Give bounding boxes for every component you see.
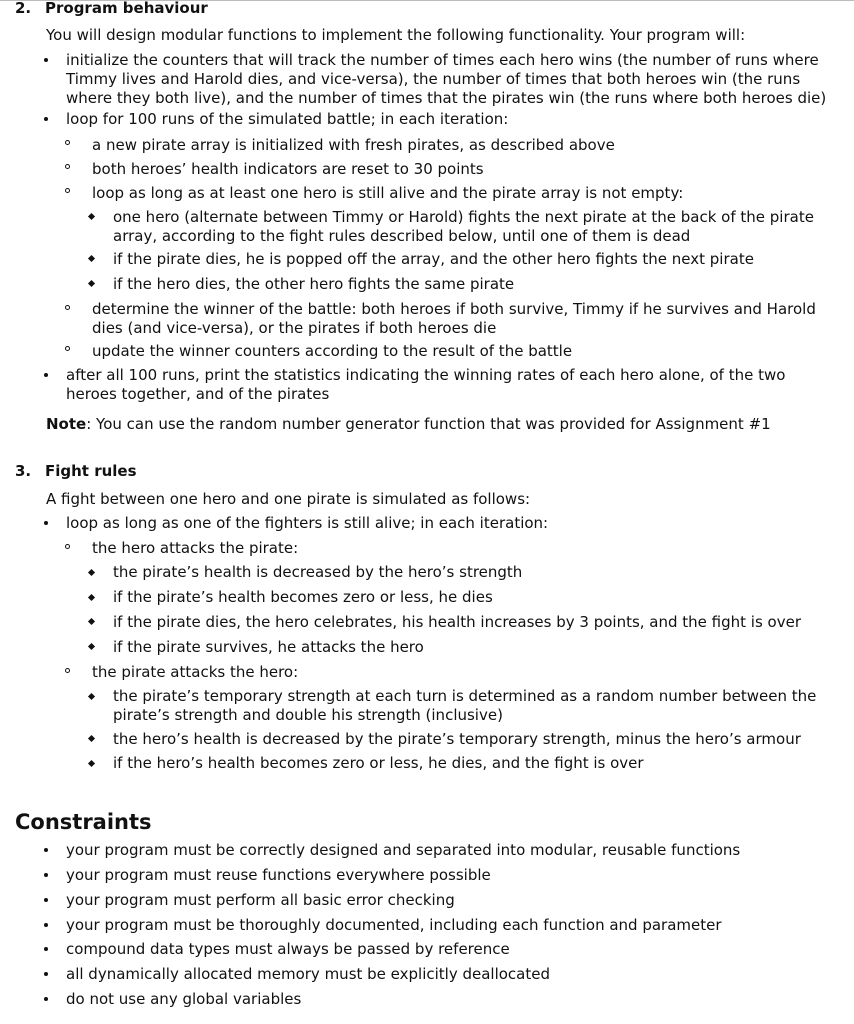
list-item: if the pirate dies, he is popped off the array, and the other hero fights the next pirate (113, 250, 754, 268)
bullet-icon (42, 371, 50, 379)
bullet-icon (42, 846, 50, 854)
diamond-bullet-icon (87, 254, 97, 264)
section-2-title: Program behaviour (45, 0, 208, 17)
diamond-bullet-icon (87, 617, 97, 627)
circle-bullet-icon (64, 139, 72, 147)
list-item: the pirate’s temporary strength at each turn is determined as a random number between the pirate’s strength and double his strength (inclusive) (113, 687, 817, 724)
circle-bullet-icon (64, 345, 72, 353)
bullet-icon (42, 871, 50, 879)
list-item: the pirate attacks the hero: (92, 663, 299, 681)
bullet-icon (42, 519, 50, 527)
bullet-icon (42, 896, 50, 904)
diamond-bullet-icon (87, 692, 97, 702)
bullet-icon (42, 945, 50, 953)
list-item: if the hero’s health becomes zero or less, he dies, and the fight is over (113, 754, 644, 772)
list-item: after all 100 runs, print the statistics indicating the winning rates of each hero alone, of the two heroes together, and of the pirates (66, 366, 786, 403)
section-2-number: 2. (15, 0, 32, 17)
note-label: Note (46, 415, 87, 433)
diamond-bullet-icon (87, 642, 97, 652)
circle-bullet-icon (64, 543, 72, 551)
section-2-intro: You will design modular functions to implement the following functionality. Your program will: (46, 26, 746, 44)
list-item: all dynamically allocated memory must be explicitly deallocated (66, 965, 551, 983)
list-item: the pirate’s health is decreased by the hero’s strength (113, 563, 523, 581)
bullet-icon (42, 921, 50, 929)
bullet-icon (42, 970, 50, 978)
list-item: your program must be correctly designed and separated into modular, reusable functions (66, 841, 741, 859)
section-3-number: 3. (15, 462, 32, 480)
list-item: both heroes’ health indicators are reset to 30 points (92, 160, 484, 178)
list-item: a new pirate array is initialized with fresh pirates, as described above (92, 136, 615, 154)
bullet-icon (42, 995, 50, 1003)
list-item: update the winner counters according to the result of the battle (92, 342, 573, 360)
list-item: the hero attacks the pirate: (92, 539, 299, 557)
list-item: do not use any global variables (66, 990, 302, 1008)
note (46, 415, 771, 433)
bullet-icon (42, 115, 50, 123)
list-item: the hero’s health is decreased by the pirate’s temporary strength, minus the hero’s armour (113, 730, 801, 748)
note-text: : You can use the random number generator function that was provided for Assignment #1 (86, 415, 771, 433)
circle-bullet-icon (64, 163, 72, 171)
bullet-icon (42, 56, 50, 64)
section-2-heading (15, 0, 208, 17)
list-item: initialize the counters that will track the number of times each hero wins (the number of runs where Timmy lives and Harold dies, and vice-versa), the number of times that both heroes win (the runs where they both live), and the number of times that the pirates win (the runs where both heroes die) (66, 51, 827, 107)
list-item: one hero (alternate between Timmy or Harold) fights the next pirate at the back of the pirate array, according to the fight rules described below, until one of them is dead (113, 208, 814, 245)
list-item: your program must reuse functions everywhere possible (66, 866, 491, 884)
list-item: loop for 100 runs of the simulated battle; in each iteration: (66, 110, 509, 128)
diamond-bullet-icon (87, 593, 97, 603)
list-item: compound data types must always be passed by reference (66, 940, 510, 958)
list-item: if the pirate dies, the hero celebrates, his health increases by 3 points, and the fight is over (113, 613, 802, 631)
diamond-bullet-icon (87, 279, 97, 289)
diamond-bullet-icon (87, 212, 97, 222)
list-item: loop as long as one of the fighters is still alive; in each iteration: (66, 514, 549, 532)
list-item: if the pirate survives, he attacks the hero (113, 638, 424, 656)
section-3-heading (15, 462, 137, 480)
list-item: determine the winner of the battle: both heroes if both survive, Timmy if he survives and Harold dies (and vice-versa), or the pirates if both heroes die (92, 300, 816, 337)
diamond-bullet-icon (87, 759, 97, 769)
list-item: loop as long as at least one hero is still alive and the pirate array is not empty: (92, 184, 684, 202)
list-item: if the hero dies, the other hero fights the same pirate (113, 275, 515, 293)
diamond-bullet-icon (87, 568, 97, 578)
section-3-intro: A fight between one hero and one pirate is simulated as follows: (46, 490, 531, 508)
circle-bullet-icon (64, 667, 72, 675)
list-item: your program must perform all basic error checking (66, 891, 455, 909)
list-item: if the pirate’s health becomes zero or less, he dies (113, 588, 493, 606)
circle-bullet-icon (64, 304, 72, 312)
diamond-bullet-icon (87, 734, 97, 744)
section-3-title: Fight rules (45, 462, 137, 480)
list-item: your program must be thoroughly documented, including each function and parameter (66, 916, 722, 934)
constraints-heading: Constraints (15, 810, 152, 834)
circle-bullet-icon (64, 187, 72, 195)
